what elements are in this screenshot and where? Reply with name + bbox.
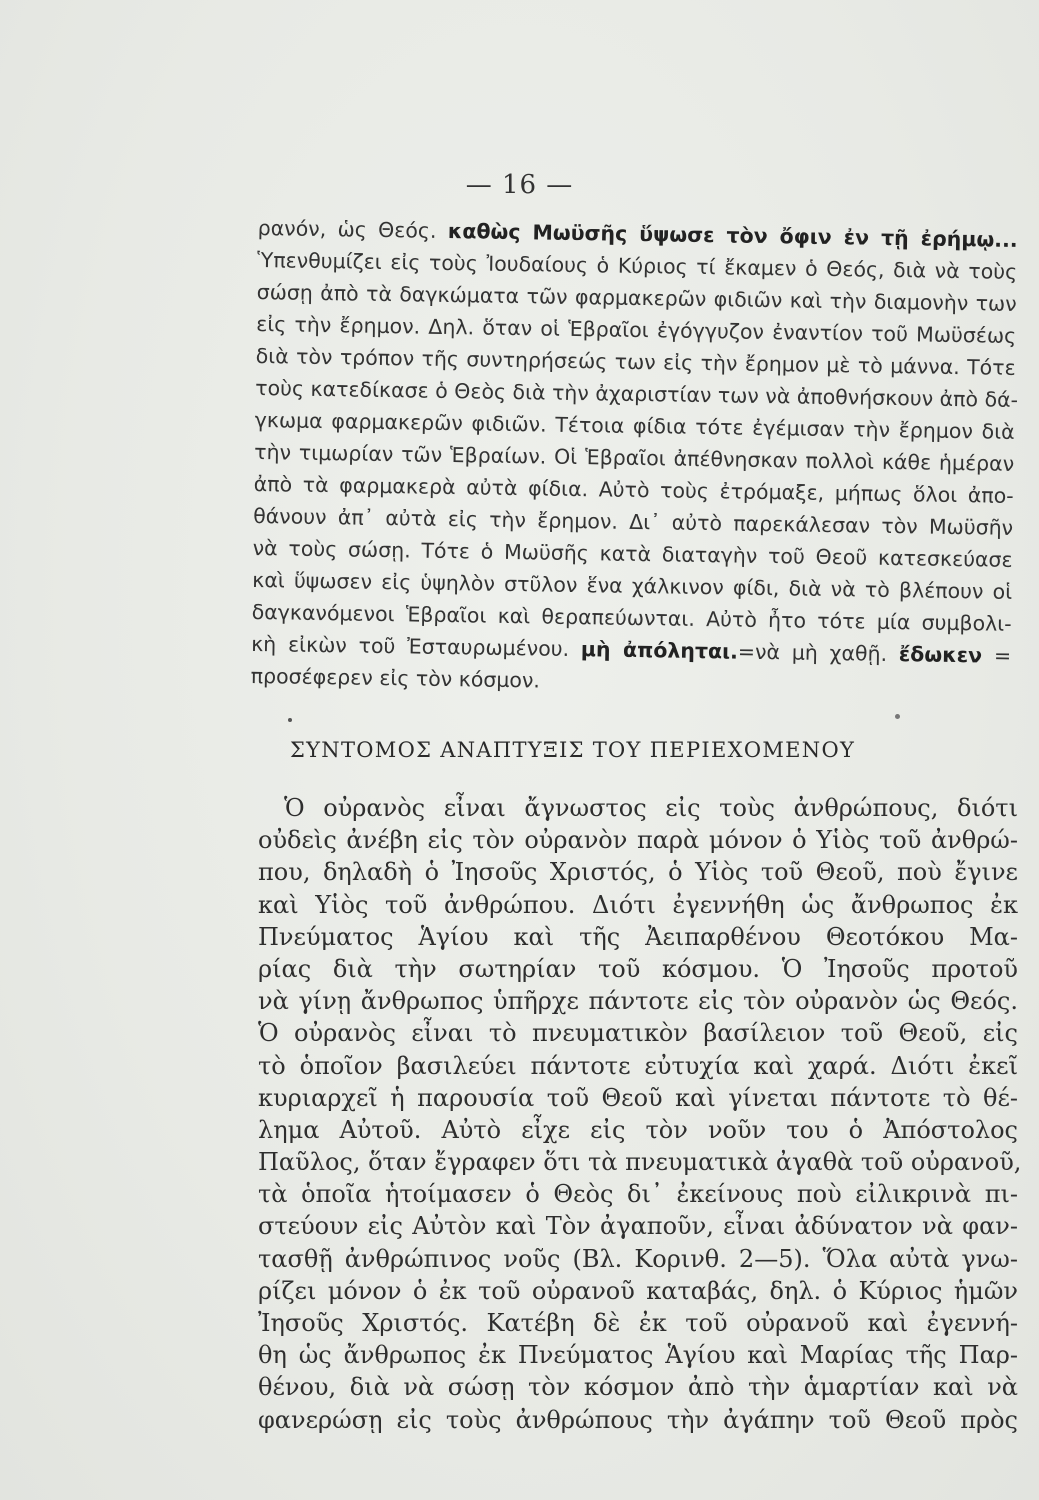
commentary-text: =νὰ μὴ χαθῇ. (737, 639, 900, 667)
commentary-line: σώσῃ ἀπὸ τὰ δαγκώματα τῶν φαρμακερῶν φιδιῶν καὶ τὴν διαμονὴν των (256, 279, 1017, 316)
page-number: — 16 — (465, 170, 574, 200)
commentary-line: νὰ τοὺς σώσῃ. Τότε ὁ Μωϋσῆς κατὰ διαταγὴν τοῦ Θεοῦ κατεσκεύασε (252, 535, 1013, 572)
commentary-line: γκωμα φαρμακερῶν φιδιῶν. Τέτοια φίδια τότε ἐγέμισαν τὴν ἔρημον διὰ (254, 407, 1015, 444)
scripture-quote: καθὼς Μωϋσῆς ὕψωσε τὸν ὄφιν ἐν τῇ ἐρήμῳ... (447, 218, 1018, 252)
scripture-term: ἔδωκεν (898, 642, 983, 668)
summary-line: τασθῇ ἀνθρώπινος νοῦς (Βλ. Κορινθ. 2—5). Ὅλα αὐτὰ γνω- (258, 1244, 1018, 1273)
summary-line: Παῦλος, ὅταν ἔγραφεν ὅτι τὰ πνευματικὰ ἀγαθὰ τοῦ οὐρανοῦ, (258, 1148, 1022, 1177)
summary-line: κυριαρχεῖ ἡ παρουσία τοῦ Θεοῦ καὶ γίνεται πάντοτε τὸ θέ- (258, 1083, 1018, 1112)
summary-line: που, δηλαδὴ ὁ Ἰησοῦς Χριστός, ὁ Υἱὸς τοῦ Θεοῦ, ποὺ ἔγινε (258, 858, 1018, 887)
summary-line: ρίας διὰ τὴν σωτηρίαν τοῦ κόσμου. Ὁ Ἰησοῦς προτοῦ (258, 954, 1018, 983)
summary-line: οὐδεὶς ἀνέβη εἰς τὸν οὐρανὸν παρὰ μόνον ὁ Υἱὸς τοῦ ἀνθρώ- (258, 826, 1018, 855)
summary-line: Πνεύματος Ἁγίου καὶ τῆς Ἀειπαρθένου Θεοτόκου Μα- (258, 922, 1018, 951)
summary-line: Ὁ οὐρανὸς εἶναι ἄγνωστος εἰς τοὺς ἀνθρώπους, διότι (284, 794, 1018, 822)
ink-speck (895, 714, 900, 719)
commentary-line: δαγκανόμενοι Ἑβραῖοι καὶ θεραπεύωνται. Αὐτὸ ἦτο τότε μία συμβολι- (251, 599, 1012, 636)
summary-line: φανερώσῃ εἰς τοὺς ἀνθρώπους τὴν ἀγάπην τοῦ Θεοῦ πρὸς (258, 1405, 1018, 1434)
summary-line: τὸ ὁποῖον βασιλεύει πάντοτε εὐτυχία καὶ χαρά. Διότι ἐκεῖ (258, 1051, 1018, 1080)
commentary-line: ἀπὸ τὰ φαρμακερὰ αὐτὰ φίδια. Αὐτὸ τοὺς ἐτρόμαξε, μήπως ὅλοι ἀπο- (253, 471, 1014, 508)
commentary-text: ρανόν, ὡς Θεός. (257, 215, 449, 243)
commentary-line: τοὺς κατεδίκασε ὁ Θεὸς διὰ τὴν ἀχαριστίαν των νὰ ἀποθνήσκουν ἀπὸ δά- (255, 375, 1019, 412)
summary-line: στεύουν εἰς Αὐτὸν καὶ Τὸν ἀγαποῦν, εἶναι ἀδύνατον νὰ φαν- (258, 1212, 1018, 1241)
summary-line: ρίζει μόνον ὁ ἐκ τοῦ οὐρανοῦ καταβάς, δηλ. ὁ Κύριος ἡμῶν (258, 1276, 1018, 1305)
section-heading: ΣΥΝΤΟΜΟΣ ΑΝΑΠΤΥΞΙΣ ΤΟΥ ΠΕΡΙΕΧΟΜΕΝΟΥ (290, 738, 856, 762)
commentary-line: προσέφερεν εἰς τὸν κόσμον. (250, 663, 541, 693)
commentary-line: διὰ τὸν τρόπον τῆς συντηρήσεώς των εἰς τὴν ἔρημον μὲ τὸ μάννα. Τότε (255, 343, 1016, 380)
summary-line: καὶ Υἱὸς τοῦ ἀνθρώπου. Διότι ἐγεννήθη ὡς ἄνθρωπος ἐκ (258, 890, 1018, 919)
commentary-line: εἰς τὴν ἔρημον. Δηλ. ὅταν οἱ Ἑβραῖοι ἐγόγγυζον ἐναντίον τοῦ Μωϋσέως (256, 311, 1017, 348)
summary-line: νὰ γίνῃ ἄνθρωπος ὑπῆρχε πάντοτε εἰς τὸν οὐρανὸν ὡς Θεός. (258, 987, 1018, 1016)
commentary-line: τὴν τιμωρίαν τῶν Ἑβραίων. Οἱ Ἑβραῖοι ἀπέθνησκαν πολλοὶ κάθε ἡμέραν (254, 439, 1015, 476)
commentary-line: καὶ ὕψωσεν εἰς ὑψηλὸν στῦλον ἕνα χάλκινον φίδι, διὰ νὰ τὸ βλέπουν οἱ (252, 567, 1013, 604)
ink-speck (288, 718, 292, 722)
summary-paragraph (258, 792, 1022, 1436)
summary-line: θη ὡς ἄνθρωπος ἐκ Πνεύματος Ἁγίου καὶ Μαρίας τῆς Παρ- (258, 1341, 1018, 1370)
scripture-term: μὴ ἀπόληται. (580, 637, 739, 664)
summary-line: λημα Αὐτοῦ. Αὐτὸ εἶχε εἰς τὸν νοῦν του ὁ Ἀπόστολος (258, 1115, 1018, 1144)
summary-line: τὰ ὁποῖα ἡτοίμασεν ὁ Θεὸς δι᾽ ἐκείνους ποὺ εἰλικρινὰ πι- (258, 1180, 1018, 1209)
commentary-line: θάνουν ἀπ᾽ αὐτὰ εἰς τὴν ἔρημον. Δι᾽ αὐτὸ παρεκάλεσαν τὸν Μωϋσῆν (253, 503, 1014, 540)
commentary-text: κὴ εἰκὼν τοῦ Ἐσταυρωμένου. (251, 631, 582, 662)
commentary-paragraph (250, 212, 1017, 704)
summary-line: Ὁ οὐρανὸς εἶναι τὸ πνευματικὸν βασίλειον τοῦ Θεοῦ, εἰς (258, 1019, 1018, 1048)
commentary-line: Ὑπενθυμίζει εἰς τοὺς Ἰουδαίους ὁ Κύριος τί ἔκαμεν ὁ Θεός, διὰ νὰ τοὺς (257, 247, 1018, 284)
commentary-text: = (981, 643, 1012, 668)
summary-line: θένου, διὰ νὰ σώσῃ τὸν κόσμον ἀπὸ τὴν ἁμαρτίαν καὶ νὰ (258, 1373, 1018, 1402)
summary-line: Ἰησοῦς Χριστός. Κατέβη δὲ ἐκ τοῦ οὐρανοῦ καὶ ἐγεννή- (258, 1309, 1018, 1337)
